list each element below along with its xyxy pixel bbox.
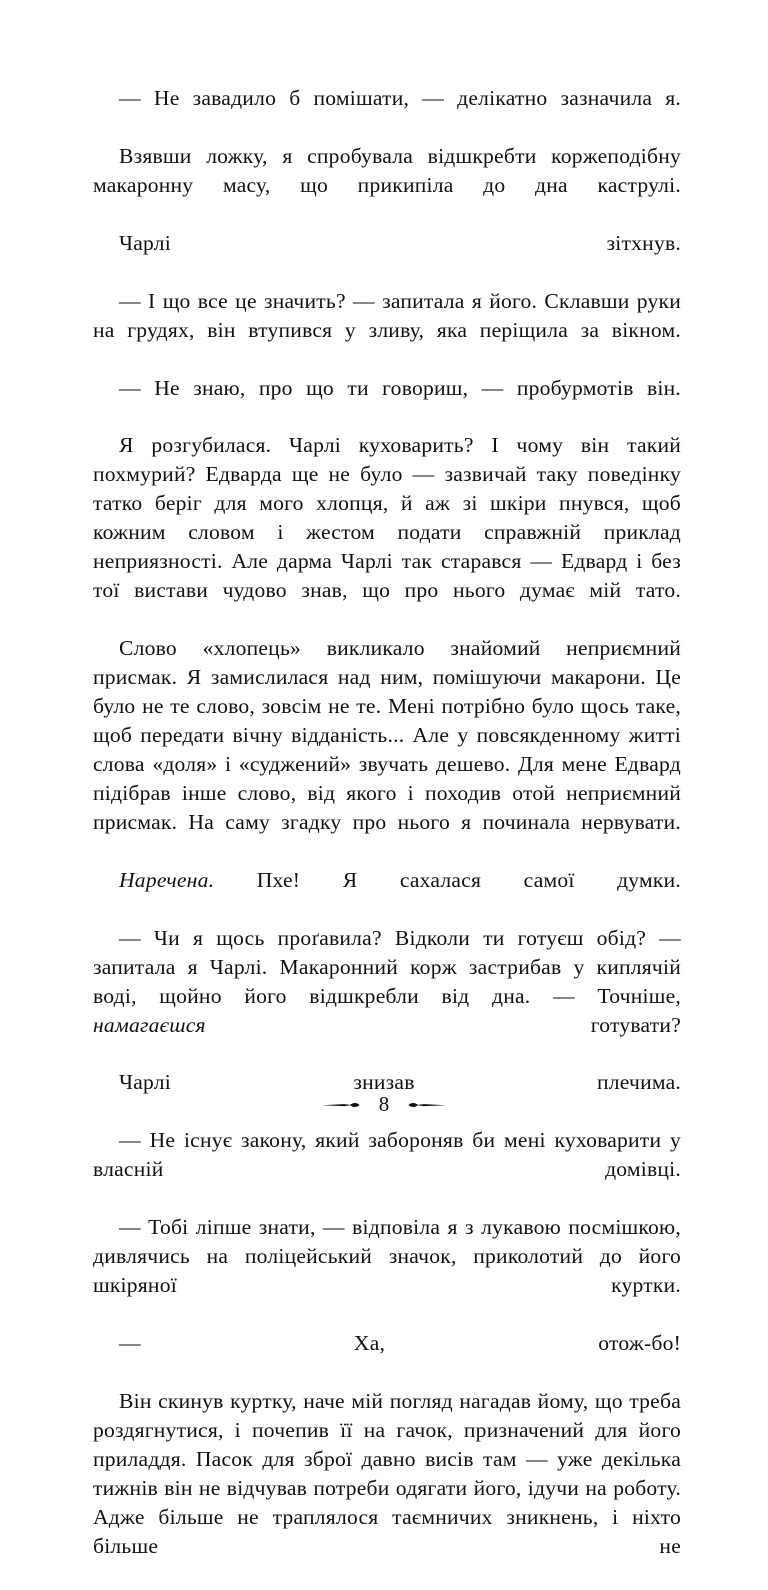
body-text: — І що все це значить? — запитала я його. Склавши руки на грудях, він втупився у зливу, яка періщила за вікном.	[93, 288, 681, 342]
paragraph	[93, 1387, 681, 1590]
body-text: Він скинув куртку, наче мій погляд нагадав йому, що треба роздягнутися, і почепив її на гачок, призначений для його приладдя. Пасок для зброї давно висів там — уже декілька тижнів він не відчував потреби одягати його, ідучи на роботу. Адже більше не траплялося таємничих зникнень, і ніхто більше не	[93, 1388, 681, 1558]
body-text: Чарлі знизав плечима.	[119, 1070, 681, 1095]
body-text: — Ха, отож-бо!	[119, 1330, 681, 1355]
body-text: — Не знаю, про що ти говориш, — пробурмотів він.	[119, 375, 681, 400]
paragraph	[93, 924, 681, 1069]
paragraph	[93, 374, 681, 432]
leaf-dash-ornament-left-icon	[322, 1098, 368, 1112]
paragraph	[93, 634, 681, 866]
folio-group	[322, 1094, 447, 1115]
emphasis-text: Наречена.	[119, 867, 215, 892]
paragraph	[93, 287, 681, 374]
paragraph	[93, 431, 681, 634]
body-text: Я розгубилася. Чарлі куховарить? І чому він такий похмурий? Едварда ще не було — зазвичай таку поведінку татко беріг для мого хлопця, й аж зі шкіри пнувся, щоб кожним словом і жестом подати справжній приклад неприязності. Але дарма Чарлі так старався — Едвард і без тої вистави чудово знав, що про нього думає мій тато.	[93, 433, 681, 603]
body-text: — Чи я щось проґавила? Відколи ти готуєш обід? — запитала я Чарлі. Макаронний корж застрибав у киплячій воді, щойно його відшкребли від дна. — Точніше,	[93, 925, 681, 1008]
paragraph	[93, 142, 681, 229]
body-text: — Не існує закону, який забороняв би мені куховарити у власній домівці.	[93, 1128, 681, 1182]
body-text: — Тобі ліпше знати, — відповіла я з лукавою посмішкою, дивлячись на поліцейський значок, приколотий до його шкіряної куртки.	[93, 1215, 681, 1298]
body-text: Взявши ложку, я спробувала відшкребти коржеподібну макаронну масу, що прикипіла до дна каструлі.	[93, 143, 681, 197]
paragraph	[93, 1329, 681, 1387]
leaf-dash-ornament-right-icon	[400, 1098, 446, 1112]
body-text: Слово «хлопець» викликало знайомий неприємний присмак. Я замислилася над ним, помішуючи макарони. Це було не те слово, зовсім не те. Мені потрібно було щось таке, щоб передати вічну відданість... Але у повсякденному житті слова «доля» і «суджений» звучать дешево. Для мене Едвард підібрав інше слово, від якого і походив отой неприємний присмак. На саму згадку про нього я починала нервувати.	[93, 636, 681, 834]
body-text: готувати?	[205, 1012, 681, 1037]
page-text-body	[93, 84, 681, 1590]
body-text: Чарлі зітхнув.	[119, 230, 681, 255]
page-footer	[0, 1094, 768, 1126]
emphasis-text: намагаєшся	[93, 1012, 206, 1037]
paragraph	[93, 866, 681, 924]
paragraph	[93, 229, 681, 287]
body-text: — Не завадило б помішати, — делікатно зазначила я.	[119, 86, 681, 110]
page-number: 8	[378, 1092, 390, 1116]
paragraph	[93, 84, 681, 142]
paragraph	[93, 1126, 681, 1213]
paragraph	[93, 1213, 681, 1329]
body-text: Пхе! Я сахалася самої думки.	[214, 867, 681, 892]
